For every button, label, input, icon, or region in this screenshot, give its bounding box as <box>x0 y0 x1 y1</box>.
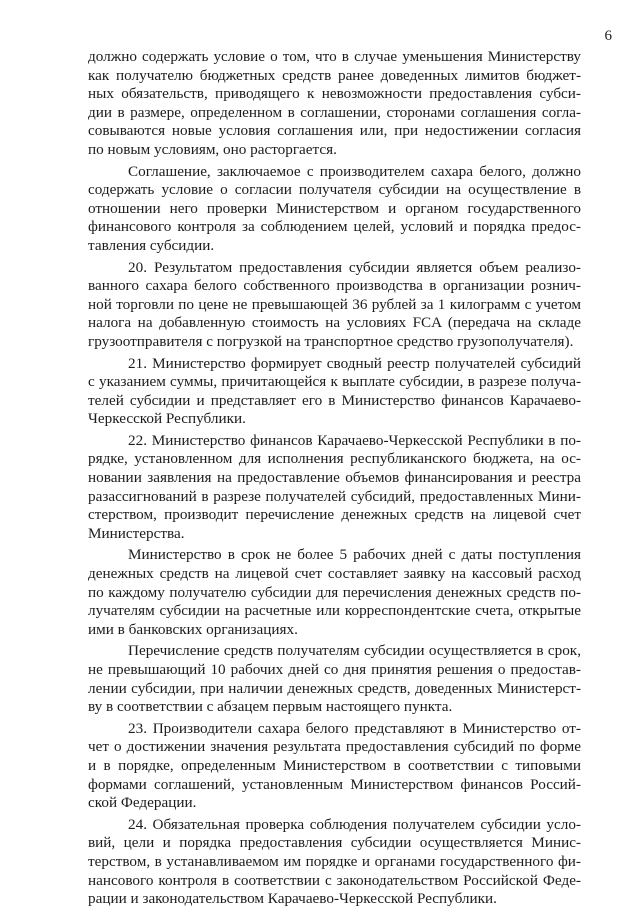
text-line: ву в соответствии с абзацем первым настоящего пункта. <box>88 698 453 716</box>
text-line: по новым условиям, оно расторгается. <box>88 140 337 158</box>
text-line: лении субсидии, при наличии денежных средств, доведенных Министерст- <box>88 679 581 697</box>
text-line: ных обязательств, приводящего к невозможности предоставления субси- <box>88 85 581 103</box>
text-line: отношении него проверки Министерством и органом государственного <box>88 199 581 217</box>
text-line: телей субсидии и представляет его в Министерство финансов Карачаево- <box>88 391 581 409</box>
text-line: Перечисление средств получателям субсидии осуществляется в срок, <box>128 642 581 660</box>
text-line: формами соглашений, установленным Министерством финансов Россий- <box>88 775 581 793</box>
text-line: Министерства. <box>88 524 185 542</box>
text-line: 21. Министерство формирует сводный реестр получателей субсидий <box>128 354 581 372</box>
text-line: Соглашение, заключаемое с производителем сахара белого, должно <box>128 162 581 180</box>
text-line: налога на добавленную стоимость на условиях FCA (передача на складе <box>88 314 581 332</box>
text-line: дии в размере, определенном в соглашении, сторонами соглашения согла- <box>88 103 581 121</box>
text-line: совываются новые условия соглашения или, при недостижении согласия <box>88 122 581 140</box>
text-line: 23. Производители сахара белого представляют в Министерство от- <box>128 719 581 737</box>
text-line: рации и законодательством Карачаево-Черкесской Республики. <box>88 890 497 908</box>
paragraph <box>88 432 581 544</box>
text-line: Черкесской Республики. <box>88 410 246 428</box>
text-line: новании заявления на предоставление объемов финансирования и реестра <box>88 469 581 487</box>
document-body <box>88 48 581 909</box>
text-line: ной торговли по цене не превышающей 36 рублей за 1 килограмм с учетом <box>88 295 581 313</box>
text-line: с указанием суммы, причитающейся к выплате субсидии, в разрезе получа- <box>88 373 581 391</box>
page-number: 6 <box>604 28 612 44</box>
text-line: 22. Министерство финансов Карачаево-Черкесской Республики в по- <box>128 431 581 449</box>
text-line: 20. Результатом предоставления субсидии является объем реализо- <box>128 258 581 276</box>
text-line: лучателям субсидии на расчетные или корреспондентские счета, открытые <box>88 602 581 620</box>
text-line: по каждому получателю субсидии для перечисления денежных средств по- <box>88 583 581 601</box>
paragraph <box>88 546 581 639</box>
paragraph <box>88 163 581 256</box>
text-line: ванного сахара белого собственного производства в организации рознич- <box>88 277 581 295</box>
text-line: денежных средств на лицевой счет составляет заявку на кассовый расход <box>88 565 581 583</box>
text-line: разассигнований в разрезе получателей субсидий, предоставленных Мини- <box>88 487 581 505</box>
text-line: финансового контроля за соблюдением целей, условий и порядка предос- <box>88 218 581 236</box>
text-line: ими в банковских организациях. <box>88 620 298 638</box>
paragraph <box>88 355 581 429</box>
text-line: грузоотправителя с погрузкой на транспортное средство грузополучателя). <box>88 332 574 350</box>
text-line: рядке, установленном для исполнения республиканского бюджета, на ос- <box>88 450 581 468</box>
text-line: нансового контроля в соответствии с законодательством Российской Феде- <box>88 871 581 889</box>
text-line: стерством, производит перечисление денежных средств на лицевой счет <box>88 506 581 524</box>
paragraph <box>88 816 581 909</box>
text-line: содержать условие о согласии получателя субсидии на осуществление в <box>88 181 581 199</box>
text-line: терством, в устанавливаемом им порядке и органами государственного фи- <box>88 852 581 870</box>
text-line: как получателю бюджетных средств ранее доведенных лимитов бюджет- <box>88 66 581 84</box>
text-line: чет о достижении значения результата предоставления субсидий по форме <box>88 738 581 756</box>
paragraph <box>88 720 581 813</box>
paragraph <box>88 259 581 352</box>
text-line: тавления субсидии. <box>88 236 215 254</box>
text-line: должно содержать условие о том, что в случае уменьшения Министерству <box>88 48 581 65</box>
text-line: вий, цели и порядка предоставления субсидии осуществляется Минис- <box>88 834 581 852</box>
text-line: и в порядке, определенным Министерством в соответствии с типовыми <box>88 756 581 774</box>
text-line: 24. Обязательная проверка соблюдения получателем субсидии усло- <box>128 815 581 833</box>
paragraph <box>88 642 581 716</box>
paragraph <box>88 48 581 160</box>
text-line: не превышающий 10 рабочих дней со дня принятия решения о предостав- <box>88 661 581 678</box>
text-line: ской Федерации. <box>88 794 197 812</box>
text-line: Министерство в срок не более 5 рабочих дней с даты поступления <box>128 546 581 564</box>
